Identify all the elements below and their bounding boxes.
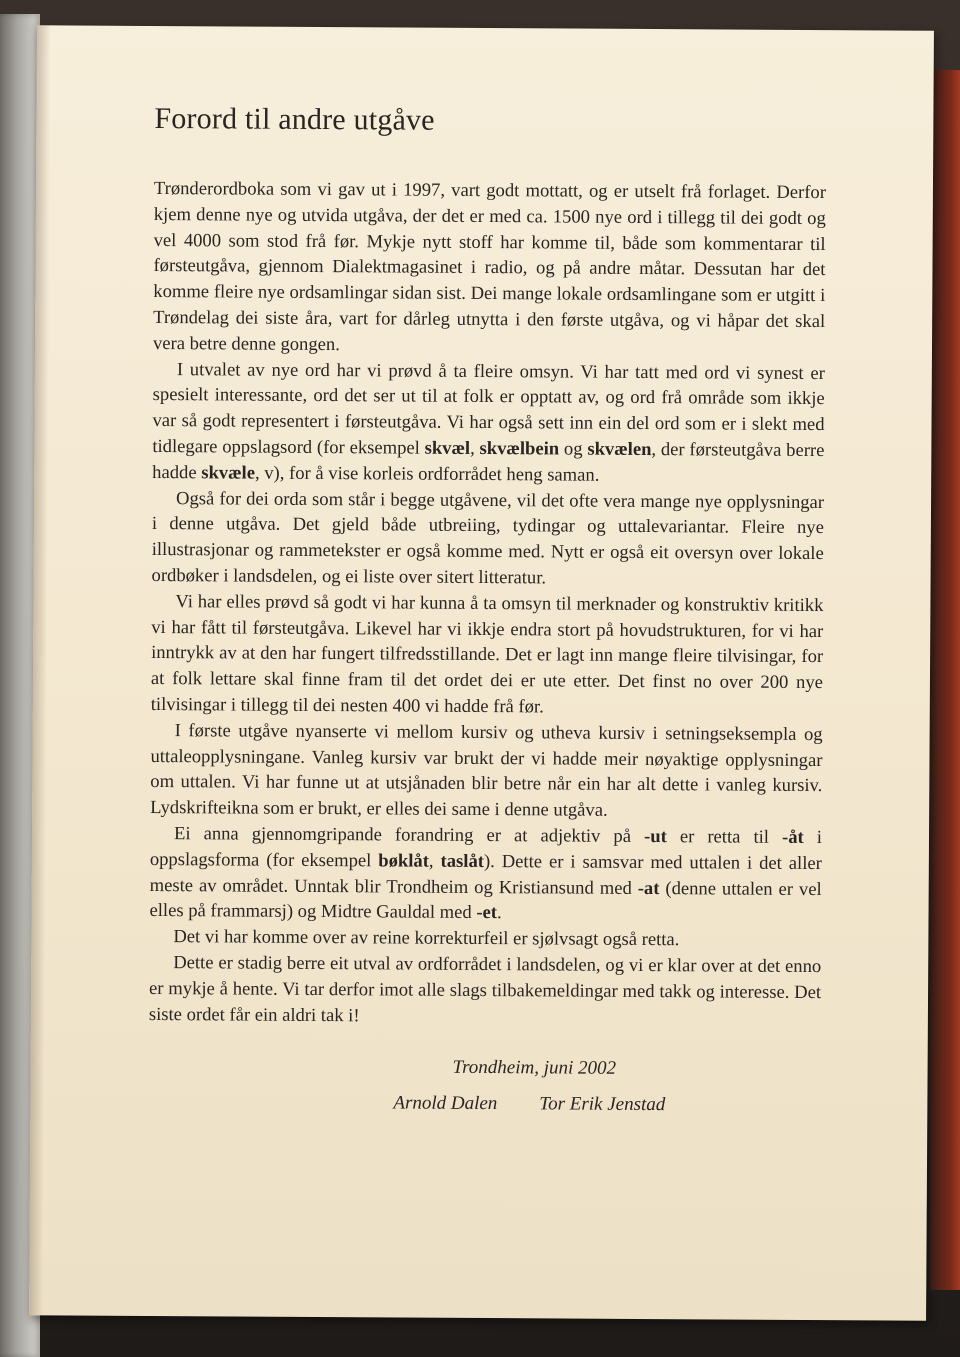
- signature-authors: [148, 1091, 820, 1117]
- text-run: Vi har elles prøvd så godt vi har kunna å ta omsyn til merknader og konstruktiv kritikk vi har fått til førsteutgåva. Likevel har vi ikkje endra stort på hovudstrukturen, for vi har inntrykk av at den har fungert tilfredsstillande. Det er lagt inn mange fleire tilvisingar, for at folk lettare skal finne fram til det ordet dei er ute etter. Det finst no over 200 nye tilvisingar i tillegg til dei nesten 400 vi hadde frå før.: [150, 590, 824, 718]
- book-cover-edge: [930, 70, 960, 1290]
- bold-headword: -ut: [644, 825, 667, 848]
- text-run: (denne uttalen er vel elles på frammarsj) og Midtre Gauldal med: [149, 877, 822, 924]
- text-run: Trønderordboka som vi gav ut i 1997, vart godt mottatt, og er utselt frå forlaget. Derfor kjem denne nye og utvida utgåva, der det er med ca. 1500 nye ord i tillegg til dei godt og vel 4000 som stod frå før. Mykje nytt stoff har komme til, både som kommentarar til førsteutgåva, gjennom Dialektmagasinet i radio, og på andre måtar. Dessutan har det komme fleire nye ordsamlingar sidan sist. Dei mange lokale ordsamlingane som er utgitt i Trøndelag dei siste åra, vart for dårleg utnytta i den første utgåva, og vi håpar det skal vera betre denne gongen.: [152, 177, 827, 355]
- author-name: Arnold Dalen: [393, 1092, 498, 1115]
- text-run: Dette er stadig berre eit utval av ordforrådet i landsdelen, og vi er klar over at det enno er mykje å hente. Vi tar derfor imot alle slags tilbakemeldingar med takk og interesse. Det siste ordet får ein aldri tak i!: [148, 952, 822, 1026]
- bold-headword: -et: [476, 902, 498, 924]
- text-run: ,: [428, 850, 441, 872]
- paragraph: [151, 589, 824, 722]
- book-page: [29, 25, 934, 1320]
- paragraph: [149, 950, 821, 1031]
- text-run: Ei anna gjennomgripande forandring er at adjektiv på: [173, 823, 645, 847]
- text-run: er retta til: [666, 826, 783, 848]
- text-run: .: [496, 902, 502, 924]
- signature-place-date: Trondheim, juni 2002: [452, 1057, 617, 1080]
- paragraph: [152, 357, 825, 490]
- text-run: , v), for å vise korleis ordforrådet heng saman.: [254, 462, 600, 486]
- page-title: Forord til andre utgåve: [154, 101, 435, 137]
- text-run: I første utgåve nyanserte vi mellom kursiv og utheva kursiv i setningseksempla og uttaleopplysningane. Vanleg kursiv var brukt der vi hadde meir nøyaktige opplysningar om uttalen. Vi har funne ut at utsjånaden blir betre når ein har alt dette i vanleg kursiv. Lydskrifteikna som er brukt, er elles dei same i denne utgåva.: [150, 719, 823, 821]
- bold-headword: -at: [637, 877, 660, 899]
- text-run: , der førsteutgåva berre hadde: [152, 439, 825, 484]
- paragraph: [150, 718, 823, 825]
- bold-headword: skvælbein: [479, 437, 560, 460]
- bold-headword: skvæl: [424, 437, 471, 459]
- page-content: [148, 102, 826, 1117]
- author-name: Tor Erik Jenstad: [539, 1093, 666, 1116]
- paragraph: [153, 176, 826, 361]
- text-run: I utvalet av nye ord har vi prøvd å ta fleire omsyn. Vi har tatt med ord vi synest er spesielt interessante, ord det ser ut til at folk er opptatt av, og ord frå område som ikkje var så godt representert i førsteutgåva. Vi har også sett inn ein del ord som er i slekt med tidlegare oppslagsord (for eksempel: [152, 358, 825, 459]
- paragraph: [152, 486, 825, 593]
- signature: [148, 1055, 820, 1117]
- bold-headword: -åt: [782, 826, 804, 848]
- text-run: i oppslagsforma (for eksempel: [149, 826, 823, 872]
- bold-headword: skvæle: [201, 462, 256, 484]
- paragraph: [149, 924, 821, 954]
- text-run: ,: [470, 437, 480, 459]
- body-text: [149, 176, 826, 1031]
- text-run: Det vi har komme over av reine korrekturfeil er sjølvsagt også retta.: [173, 926, 680, 951]
- bold-headword: skvælen: [587, 438, 652, 461]
- text-run: Også for dei orda som står i begge utgåvene, vil det ofte vera mange nye opplysningar i denne utgåva. Det gjeld både utbreiing, tydingar og uttalevariantar. Fleire nye illustrasjonar og rammetekster er også komme med. Nytt er også eit oversyn over lokale ordbøker i landsdelen, og ei liste over sitert litteratur.: [151, 487, 825, 589]
- bold-headword: taslåt: [440, 850, 485, 872]
- text-run: ). Dette er i samsvar med uttalen i det aller meste av området. Unntak blir Trondheim og Kristiansund med: [149, 850, 822, 899]
- bold-headword: bøklåt: [378, 850, 430, 872]
- paragraph: [149, 821, 822, 928]
- text-run: og: [559, 438, 588, 460]
